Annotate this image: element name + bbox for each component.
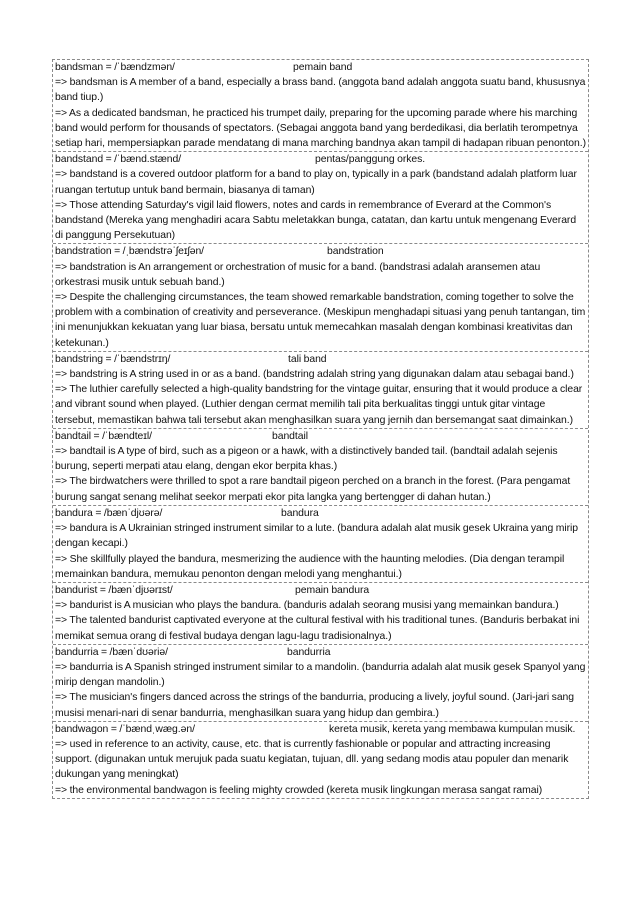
entry-example: => As a dedicated bandsman, he practiced his trumpet daily, preparing for the upcoming parade where his marching band would perform for thousands of spectators. (Sebagai anggota band yang berdedikasi, dia berlatih terompetnya setiap hari, mempersiapkan parade mendatang di mana marching bandnya akan tampil di hadapan ribuan penonton.) [55,107,587,150]
entry-translation: pentas/panggung orkes. [315,154,426,166]
entry-term: bandsman = /ˈbændzmən/ [55,62,175,73]
entry-header [55,60,586,75]
entry-definition: => bandurist is A musician who plays the bandura. (banduris adalah seorang musisi yang memainkan bandura.) [55,600,559,612]
dictionary-entry [53,645,588,722]
entry-definition: => bandstration is An arrangement or orchestration of music for a band. (bandstrasi adalah aransemen atau orkestrasi musik untuk sebuah band.) [55,261,541,288]
entry-example: => She skillfully played the bandura, mesmerizing the audience with the haunting melodies. (Dia dengan terampil memainkan bandura, memukau penonton dengan melodi yang menghantui.) [55,553,565,580]
entry-example: => Despite the challenging circumstances, the team showed remarkable bandstration, coming together to solve the problem with a combination of creativity and perseverance. (Meskipun menghadapi situasi yang penuh tantangan, tim ini menunjukkan kekuatan yang luar biasa, bersatu untuk memecahkan masalah dengan kombinasi kreativitas dan ketekunan.) [55,292,586,349]
entry-translation: pemain bandura [295,584,370,596]
entry-header [55,352,586,367]
dictionary-entry [53,506,588,583]
entry-example: => The luthier carefully selected a high-quality bandstring for the vintage guitar, ensuring that it would produce a clear and vibrant sound when played. (Luthier dengan cermat memilih tali pita berkualitas tinggi untuk gitar vintage tersebut, memastikan bahwa tali tersebut akan menghasilkan suara yang jernih dan bersemangat saat dimainkan.) [55,384,583,426]
entry-definition: => bandsman is A member of a band, especially a brass band. (anggota band adalah anggota suatu band, khususnya band tiup.) [55,77,586,104]
entry-translation: bandstration [327,246,384,258]
entry-term: bandstring = /ˈbændstrɪŋ/ [55,353,171,365]
entry-header [55,429,586,444]
dictionary-entry [53,429,588,506]
dictionary-entry [53,722,588,798]
dictionary-entry [53,60,588,152]
entry-translation: bandura [281,507,319,519]
entry-definition: => bandtail is A type of bird, such as a pigeon or a hawk, with a distinctively banded tail. (bandtail adalah sejenis burung, seperti merpati atau elang, dengan ekor berpita khas.) [55,446,558,473]
entry-header [55,506,586,521]
dictionary-entry [53,352,588,429]
entry-header [55,645,586,660]
entry-example: => The talented bandurist captivated everyone at the cultural festival with his traditional tunes. (Banduris berbakat ini memikat semua orang di festival budaya dengan lagu-lagu tradisionalnya.) [55,615,580,642]
entry-definition: => bandstring is A string used in or as a band. (bandstring adalah string yang digunakan dalam atau sebagai band.) [55,369,574,381]
dictionary-entry [53,244,588,351]
entry-term: bandstand = /ˈbænd.stænd/ [55,154,182,166]
entry-header [55,152,586,167]
dictionary-entry [53,152,588,244]
entry-example: => Those attending Saturday's vigil laid flowers, notes and cards in remembrance of Everard at the Common's bandstand (Mereka yang menghadiri acara Sabtu meletakkan bunga, catatan, dan kartu untuk mengenang Everard di panggung Persekutuan) [55,199,577,242]
entry-term: bandura = /bænˈdjʊərə/ [55,507,163,519]
entry-definition: => used in reference to an activity, cause, etc. that is currently fashionable or popular and attracting increasing support. (digunakan untuk merujuk pada suatu kegiatan, tujuan, dll. yang sedang modis atau populer dan menarik dukungan yang meningkat) [55,738,569,781]
entry-header [55,244,586,259]
entry-translation: pemain band [293,62,353,73]
entry-header [55,722,586,737]
entry-example: => the environmental bandwagon is feeling mighty crowded (kereta musik lingkungan merasa sangat ramai) [55,784,543,796]
entry-definition: => bandurria is A Spanish stringed instrument similar to a mandolin. (bandurria adalah alat musik gesek Spanyol yang mirip dengan mandolin.) [55,661,586,689]
entry-translation: bandtail [272,430,308,442]
entry-translation: kereta musik, kereta yang membawa kumpulan musik. [329,723,576,735]
entry-term: bandurist = /bænˈdjʊərɪst/ [55,584,173,596]
entry-example: => The musician's fingers danced across the strings of the bandurria, producing a lively, joyful sound. (Jari-jari sang musisi menari-nari di senar bandurria, menghasilkan suara yang hidup dan gembira.) [55,692,575,719]
entry-definition: => bandura is A Ukrainian stringed instrument similar to a lute. (bandura adalah alat musik gesek Ukraina yang mirip dengan kecapi.) [55,523,579,550]
entry-header [55,583,586,598]
dictionary-document [52,59,589,799]
entry-term: bandtail = /ˈbændteɪl/ [55,430,153,442]
entry-term: bandwagon = /ˈbændˌwæg.ən/ [55,723,195,735]
entry-term: bandstration = /ˌbændstrəˈʃeɪʃən/ [55,246,205,258]
entry-example: => The birdwatchers were thrilled to spot a rare bandtail pigeon perched on a branch in the forest. (Para pengamat burung sangat senang melihat seekor merpati ekor pita langka yang bertengger di dahan hutan.) [55,476,571,503]
dictionary-entry [53,583,588,645]
entry-translation: tali band [288,353,327,365]
entry-definition: => bandstand is a covered outdoor platform for a band to play on, typically in a park (bandstand adalah platform luar ruangan tertutup untuk band bermain, biasanya di taman) [55,169,577,196]
entry-term: bandurria = /bænˈdʊəriə/ [55,646,168,658]
entry-translation: bandurria [287,646,331,658]
